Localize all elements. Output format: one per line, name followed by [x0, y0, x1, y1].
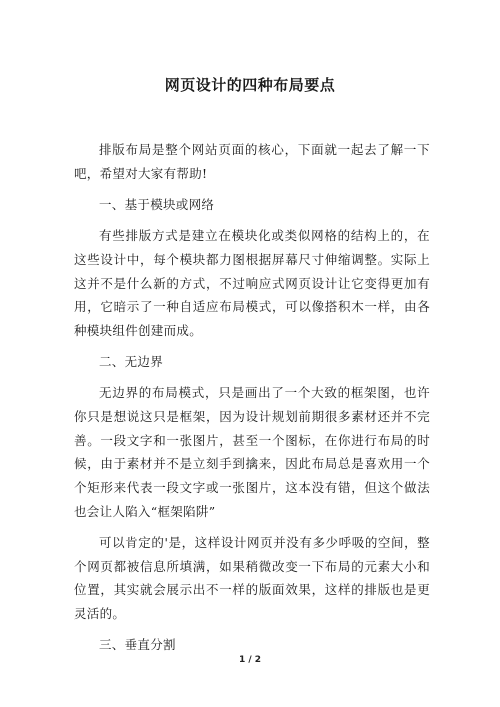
section-heading-3: 三、垂直分割	[99, 637, 176, 653]
page-title: 网页设计的四种布局要点	[164, 76, 336, 94]
section-heading-1: 一、基于模块或网络	[99, 196, 215, 212]
section-2-paragraph-1: 无边界的布局模式，只是画出了一个大致的框架图，也许你只是想说这只是框架，因为设计规划前期很多素材还并不完善。一段文字和一张图片，甚至一个图标，在你进行布局的时候，由于素材并不是立刻手到擒来，因此布局总是喜欢用一个个矩形来代表一段文字或一张图片，这本没有错，但这个做法也会让人陷入“框架陷阱”	[74, 385, 430, 519]
section-heading-2: 二、无边界	[99, 354, 164, 370]
page-number: 1 / 2	[238, 655, 262, 665]
section-2-paragraph-2: 可以肯定的'是，这样设计网页并没有多少呼吸的空间，整个网页都被信息所填满，如果稍微改变一下布局的元素大小和位置，其实就会展示出不一样的版面效果，这样的排版也是更灵活的。	[74, 535, 430, 622]
intro-paragraph: 排版布局是整个网站页面的核心，下面就一起去了解一下吧，希望对大家有帮助!	[74, 142, 430, 181]
section-1-paragraph: 有些排版方式是建立在模块化或类似网格的结构上的，在这些设计中，每个模块都力图根据屏幕尺寸伸缩调整。实际上这并不是什么新的方式，不过响应式网页设计让它变得更加有用，它暗示了一种自适应布局模式，可以像搭积木一样，由各种模块组件创建而成。	[74, 228, 430, 338]
document-body	[74, 138, 430, 665]
